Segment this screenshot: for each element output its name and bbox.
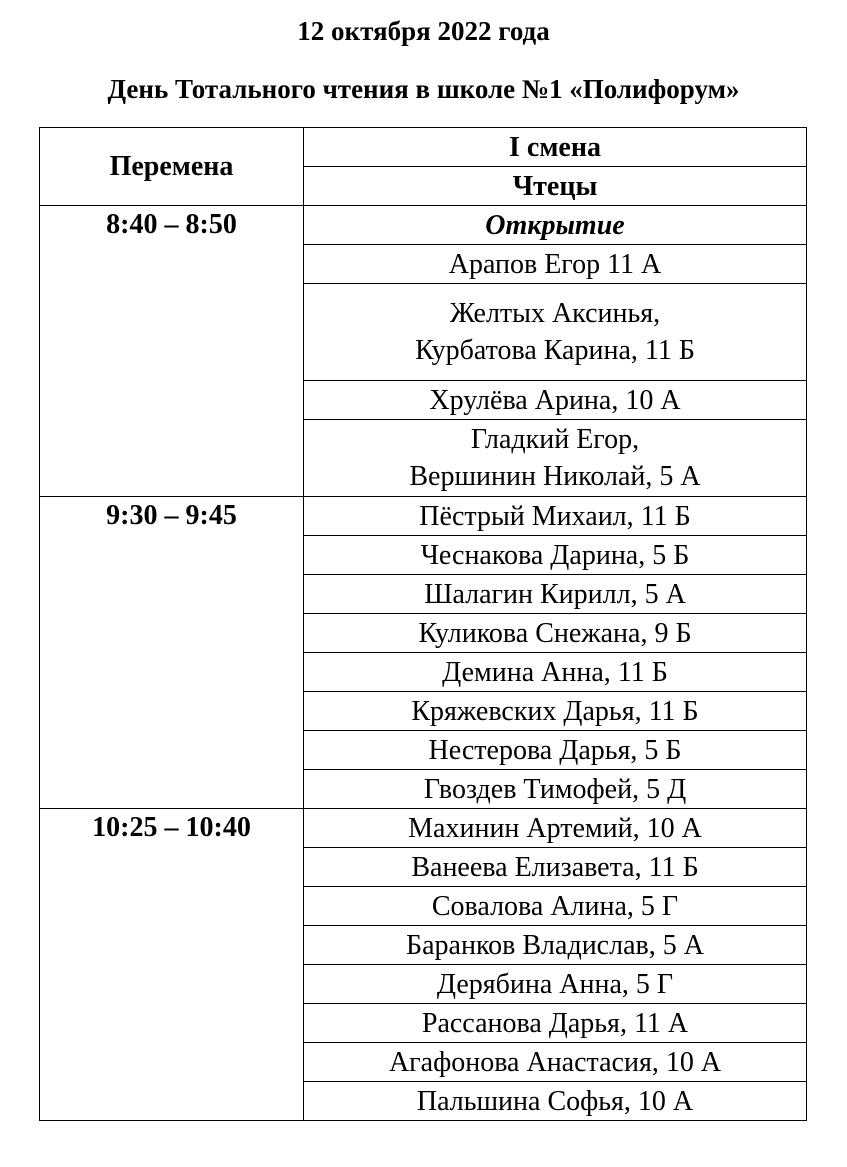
reader-cell (304, 809, 807, 848)
reader-cell (304, 381, 807, 420)
reader-name: Рассанова Дарья, 11 А (421, 1007, 689, 1039)
reader-name: Демина Анна, 11 Б (442, 656, 668, 688)
reader-name: Дерябина Анна, 5 Г (436, 968, 674, 1000)
reader-cell (304, 575, 807, 614)
opening-label: Открытие (304, 206, 807, 245)
reader-cell (304, 653, 807, 692)
reader-cell (304, 614, 807, 653)
reader-name: Вершинин Николай, 5 А (409, 461, 701, 492)
reader-name: Чеснакова Дарина, 5 Б (420, 539, 690, 571)
reader-cell (304, 965, 807, 1004)
break-time: 8:40 – 8:50 (40, 206, 304, 497)
reader-name: Баранков Владислав, 5 А (406, 929, 704, 961)
reader-name: Пёстрый Михаил, 11 Б (419, 500, 691, 532)
reading-schedule-table (39, 127, 807, 1121)
reader-name: Нестерова Дарья, 5 Б (428, 734, 682, 766)
reader-cell (304, 284, 807, 381)
reader-name: Куликова Снежана, 9 Б (418, 617, 692, 649)
reader-name: Шалагин Кирилл, 5 А (424, 578, 686, 610)
table-row (40, 206, 807, 245)
break-time: 10:25 – 10:40 (40, 809, 304, 1121)
document-title: День Тотального чтения в школе №1 «Полифорум» (107, 74, 740, 104)
readers-column-header: Чтецы (304, 167, 807, 206)
reader-cell (304, 731, 807, 770)
reader-name: Гладкий Егор, (470, 424, 640, 455)
reader-cell (304, 848, 807, 887)
reader-cell (304, 1082, 807, 1121)
reader-cell (304, 1004, 807, 1043)
reader-name: Пальшина Софья, 10 А (416, 1085, 694, 1117)
reader-cell (304, 926, 807, 965)
reader-cell (304, 1043, 807, 1082)
reader-cell (304, 536, 807, 575)
reader-cell (304, 770, 807, 809)
reader-cell (304, 420, 807, 497)
reader-name: Ванеева Елизавета, 11 Б (411, 851, 699, 883)
reader-name: Совалова Алина, 5 Г (431, 890, 679, 922)
reader-name: Хрулёва Арина, 10 А (429, 384, 681, 416)
break-column-header: Перемена (40, 128, 304, 206)
reader-name: Арапов Егор 11 А (448, 248, 662, 280)
reader-name: Курбатова Карина, 11 Б (415, 335, 695, 366)
reader-name: Гвоздев Тимофей, 5 Д (423, 773, 687, 805)
reader-cell (304, 692, 807, 731)
reader-cell (304, 245, 807, 284)
reader-cell (304, 887, 807, 926)
reader-name: Махинин Артемий, 10 А (408, 812, 702, 844)
shift-header: I смена (304, 128, 807, 167)
reader-name: Желтых Аксинья, (449, 298, 661, 329)
table-header-row (40, 128, 807, 167)
reader-name: Агафонова Анастасия, 10 А (388, 1046, 722, 1078)
reader-name: Кряжевских Дарья, 11 Б (411, 695, 699, 727)
table-row (40, 497, 807, 536)
break-time: 9:30 – 9:45 (40, 497, 304, 809)
table-row (40, 809, 807, 848)
reader-cell (304, 497, 807, 536)
document-date: 12 октября 2022 года (297, 16, 550, 46)
